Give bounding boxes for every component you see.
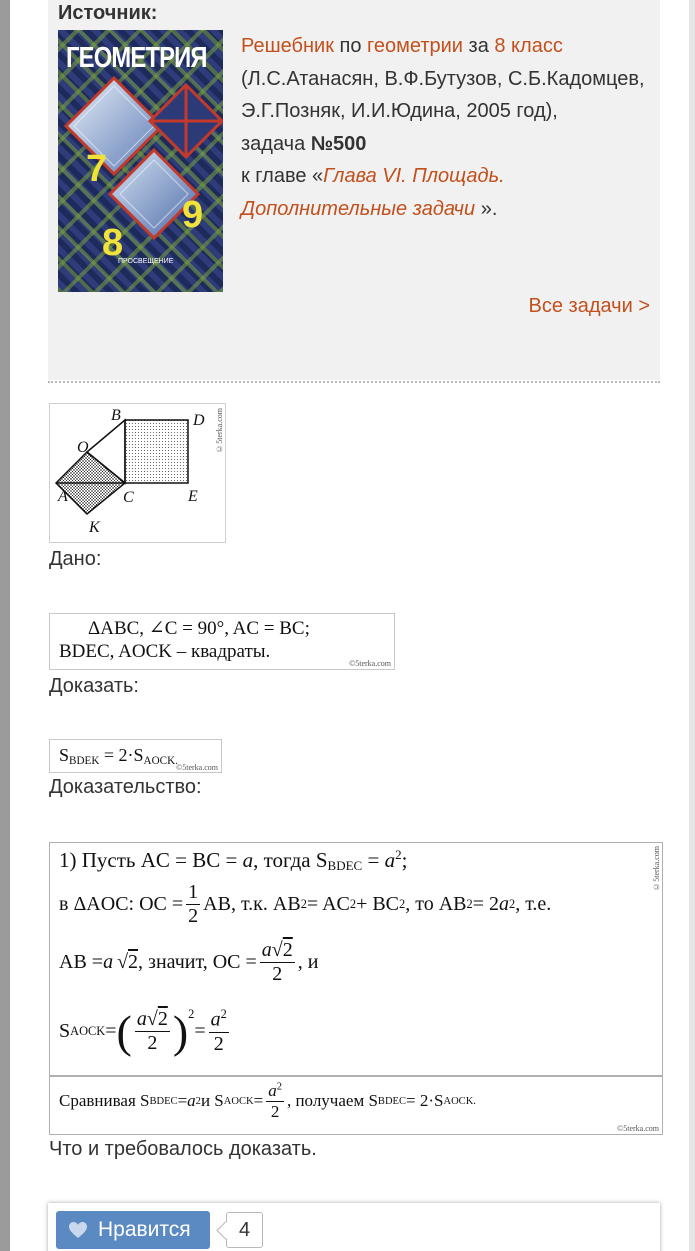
- sqrt-two: 2: [128, 951, 139, 973]
- cmp-e: , получаем S: [286, 1091, 378, 1111]
- proof-compare-line: [59, 1081, 476, 1121]
- paren-close: ): [172, 1006, 189, 1057]
- given-line-2: BDEC, AOCK – квадраты.: [59, 641, 271, 662]
- cmp-sub-4: AOCK.: [443, 1095, 476, 1107]
- frac-den: 2: [272, 963, 283, 985]
- proof-l4-eq: =: [105, 1020, 117, 1042]
- proof-formula: [49, 842, 663, 1135]
- cover-grade-7: 7: [86, 148, 108, 190]
- given-watermark: ©5terka.com: [349, 659, 391, 668]
- given-formula: [49, 613, 395, 670]
- source-label: Источник:: [58, 2, 158, 24]
- book-authors: (Л.С.Атанасян, В.Ф.Бутузов, С.Б.Кадомцев, Э.Г.Позняк, И.И.Юдина, 2005 год),: [241, 67, 645, 122]
- source-description: [241, 30, 651, 225]
- proof-l1-d: ;: [401, 847, 408, 872]
- proof-sup: 2: [466, 897, 473, 911]
- geometry-figure: [49, 403, 226, 543]
- proof-l4-eq-2: =: [194, 1020, 206, 1042]
- left-edge: [0, 0, 10, 1251]
- cmp-d: =: [253, 1091, 264, 1111]
- proof-line-3: AB = a √ 2 , значит, OC = $\frac{a√2}{2}$ , и: [59, 939, 319, 985]
- figure-drawing-icon: [50, 404, 225, 542]
- prove-watermark: ©5terka.com: [176, 763, 218, 772]
- proof-l2-g: , т.е.: [515, 893, 552, 915]
- dotted-divider: [48, 381, 660, 383]
- sqrt-two: 2: [157, 1008, 168, 1030]
- grade-link[interactable]: 8 класс: [494, 35, 563, 57]
- prove-sub-1: BDEK: [69, 754, 100, 767]
- chapter-suffix: ».: [475, 197, 498, 220]
- proof-sup: 2: [349, 897, 357, 911]
- prove-s: S: [59, 745, 70, 765]
- proof-l1-a: 1) Пусть AC = BC =: [59, 847, 243, 872]
- proof-l3-c: , и: [297, 951, 319, 973]
- frac-den: 2: [213, 1032, 224, 1055]
- proof-l1-b: , тогда S: [253, 847, 328, 872]
- sqrt-two: 2: [282, 939, 293, 961]
- task-prefix: задача: [241, 132, 311, 155]
- point-k: K: [89, 519, 100, 536]
- word-za: за: [462, 35, 495, 57]
- point-o: O: [77, 439, 89, 456]
- cover-grade-9: 9: [182, 194, 204, 236]
- subject-link[interactable]: геометрии: [367, 35, 463, 57]
- task-number: №500: [310, 132, 367, 155]
- proof-l3-a: AB =: [59, 951, 104, 973]
- fraction-a2-over-2-cmp: [266, 1081, 284, 1121]
- proof-var-a: a: [103, 951, 114, 973]
- frac-num: 1: [188, 881, 199, 903]
- proof-l2-e: , то AB: [405, 893, 467, 915]
- given-line-1: ΔABC, ∠C = 90°, AC = BC;: [88, 618, 310, 639]
- like-count: 4: [226, 1212, 263, 1248]
- point-d: D: [193, 412, 205, 429]
- point-c: C: [123, 489, 134, 506]
- cmp-a: Сравнивая S: [59, 1091, 150, 1111]
- scrollbar-track[interactable]: [689, 0, 695, 1251]
- proof-sup: 2: [220, 1007, 227, 1022]
- cmp-f: = 2·S: [406, 1091, 444, 1111]
- proof-l4-s: S: [59, 1020, 71, 1042]
- all-tasks-link[interactable]: Все задачи >: [528, 295, 650, 317]
- proof-line-2: [59, 881, 551, 928]
- prove-formula: [49, 739, 222, 773]
- proof-l4-sub: AOCK: [70, 1024, 106, 1038]
- proof-sup: 2: [188, 1007, 195, 1021]
- conclusion-text: Что и требовалось доказать.: [49, 1138, 317, 1160]
- proof-var-a: a: [261, 939, 272, 961]
- proof-var-a: a: [210, 1008, 221, 1031]
- book-cover-image[interactable]: [58, 30, 223, 292]
- reshebnik-link[interactable]: Решебник: [241, 35, 334, 57]
- cmp-sub-1: BDEC: [149, 1095, 178, 1107]
- proof-sup: 2: [508, 897, 516, 911]
- proof-sup: 2: [195, 1095, 201, 1107]
- frac-den: 2: [147, 1032, 158, 1054]
- proof-l2-f: = 2: [472, 893, 499, 915]
- proof-l2-b: AB, т.к. AB: [203, 893, 301, 915]
- proof-sup: 2: [395, 847, 402, 862]
- chapter-prefix: к главе «: [241, 165, 324, 187]
- like-label: Нравится: [98, 1218, 191, 1241]
- figure-watermark: ©5terka.com: [215, 408, 224, 453]
- fraction-one-half: [186, 881, 200, 928]
- prove-label: Доказать:: [49, 675, 139, 697]
- cmp-sub-2: AOCK: [223, 1095, 254, 1107]
- proof-var-a-2: a: [384, 847, 396, 872]
- point-e: E: [188, 488, 198, 505]
- proof-l2-d: + BC: [356, 893, 400, 915]
- proof-l1-c: =: [362, 847, 385, 872]
- proof-var-a: a: [136, 1008, 147, 1030]
- like-button[interactable]: [56, 1211, 210, 1249]
- proof-label: Доказательство:: [49, 776, 202, 798]
- cover-grade-8: 8: [102, 222, 124, 264]
- point-b: B: [111, 407, 121, 424]
- fraction-a-root2-over-2-sq: $\frac{a√2}{2}$: [136, 1008, 168, 1054]
- fraction-a-root2-over-2: $\frac{a√2}{2}$: [261, 939, 293, 985]
- proof-sup: 2: [276, 1081, 282, 1093]
- proof-sup: 2: [300, 897, 307, 911]
- proof-watermark-2: ©5terka.com: [617, 1124, 659, 1133]
- heart-icon: [68, 1221, 88, 1239]
- proof-l2-c: = AC: [306, 893, 350, 915]
- proof-l3-b: , значит, OC =: [138, 951, 257, 973]
- point-a: A: [58, 488, 68, 505]
- proof-separator: [50, 1075, 662, 1077]
- fraction-a2-over-2: [209, 1007, 229, 1055]
- cover-publisher: ПРОСВЕЩЕНИЕ: [118, 258, 174, 265]
- proof-var-a: a: [498, 893, 509, 915]
- cmp-c: и S: [200, 1091, 224, 1111]
- cmp-sub-3: BDEC: [377, 1095, 407, 1107]
- proof-watermark: ©5terka.com: [652, 846, 661, 891]
- cmp-b: =: [177, 1091, 188, 1111]
- prove-mid: = 2·S: [99, 745, 144, 765]
- frac-den: 2: [270, 1101, 280, 1121]
- proof-sup: 2: [399, 897, 406, 911]
- prove-line: [59, 745, 178, 767]
- chapter-link[interactable]: Глава VI. Площадь. Дополнительные задачи: [241, 165, 505, 220]
- frac-den: 2: [188, 905, 199, 927]
- given-label: Дано:: [49, 548, 102, 570]
- proof-l1-sub: BDEC: [327, 858, 363, 874]
- proof-line-4: [59, 1005, 232, 1058]
- proof-var-a: a: [187, 1091, 196, 1111]
- proof-var-a: a: [242, 847, 254, 872]
- prove-sub-2: AOCK.: [143, 754, 178, 767]
- proof-line-1: [59, 847, 407, 874]
- paren-open: (: [116, 1006, 132, 1057]
- word-po: по: [333, 35, 368, 57]
- cover-title: ГЕОМЕТРИЯ: [66, 42, 207, 74]
- proof-var-a: a: [268, 1081, 277, 1100]
- proof-l2-a: в ΔAOC: OC =: [59, 893, 184, 915]
